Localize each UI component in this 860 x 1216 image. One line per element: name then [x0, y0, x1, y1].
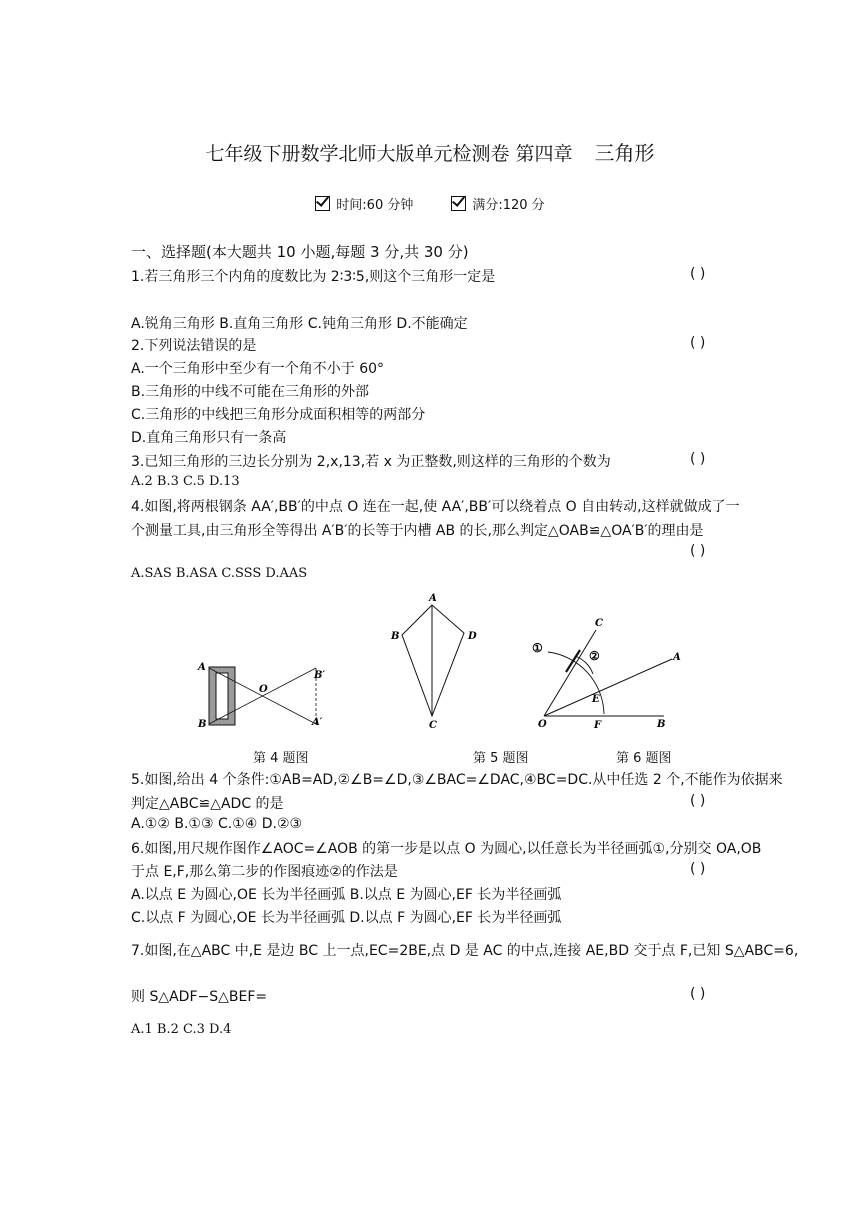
- figure-4: [197, 662, 325, 730]
- figure-5: [402, 605, 464, 716]
- answer-blank: ( ): [690, 861, 706, 877]
- q1-options: A.锐角三角形 B.直角三角形 C.钝角三角形 D.不能确定: [131, 316, 468, 332]
- exam-meta: [0, 194, 860, 213]
- q2-stem: 2.下列说法错误的是: [131, 338, 257, 354]
- checkbox-icon: [451, 196, 466, 211]
- figure-6-caption: 第 6 题图: [616, 751, 672, 766]
- fig4-label-A: A: [198, 662, 206, 673]
- fig6-label-B: B: [657, 719, 666, 730]
- fig5-label-D: D: [468, 631, 477, 642]
- q2-option-b: B.三角形的中线不可能在三角形的外部: [131, 384, 370, 400]
- q6-options-cd: C.以点 F 为圆心,OE 长为半径画弧 D.以点 F 为圆心,EF 长为半径画弧: [131, 910, 562, 926]
- checkbox-icon: [315, 196, 330, 211]
- fig6-label-A: A: [673, 652, 681, 663]
- answer-blank: ( ): [690, 986, 706, 1002]
- time-limit: 时间:60 分钟: [336, 198, 414, 213]
- q5-options: A.①② B.①③ C.①④ D.②③: [131, 816, 303, 832]
- fig6-arc2-label: ②: [589, 649, 600, 663]
- fig6-label-E: E: [592, 694, 600, 705]
- q3-stem: 3.已知三角形的三边长分别为 2,x,13,若 x 为正整数,则这样的三角形的个数为: [131, 454, 611, 470]
- answer-blank: ( ): [690, 335, 706, 351]
- q4-line2: 个测量工具,由三角形全等得出 A′B′的长等于内槽 AB 的长,那么判定△OAB≌△OA′B′的理由是: [131, 523, 704, 539]
- q4-line1: 4.如图,将两根钢条 AA′,BB′的中点 O 连在一起,使 AA′,BB′可以绕着点 O 自由转动,这样就做成了一: [131, 499, 740, 515]
- figures: [0, 590, 860, 740]
- q1-stem: 1.若三角形三个内角的度数比为 2∶3∶5,则这个三角形一定是: [131, 269, 496, 285]
- fig4-label-B-prime: B′: [314, 670, 326, 681]
- answer-blank: ( ): [690, 793, 706, 809]
- figure-6: [544, 630, 672, 716]
- page-title: [0, 137, 860, 166]
- fig4-label-B: B: [198, 719, 207, 730]
- fig5-label-B: B: [391, 631, 400, 642]
- fig6-label-F: F: [594, 720, 602, 731]
- q7-line1: 7.如图,在△ABC 中,E 是边 BC 上一点,EC=2BE,点 D 是 AC 的中点,连接 AE,BD 交于点 F,已知 S△ABC=6,: [131, 943, 799, 959]
- q6-line1: 6.如图,用尺规作图作∠AOC=∠AOB 的第一步是以点 O 为圆心,以任意长为半径画弧①,分别交 OA,OB: [131, 841, 762, 857]
- q5-line2: 判定△ABC≌△ADC 的是: [131, 796, 284, 812]
- fig4-label-A-prime: A′: [312, 717, 323, 728]
- section-heading: 一、选择题(本大题共 10 小题,每题 3 分,共 30 分): [131, 243, 469, 261]
- q3-options: A.2 B.3 C.5 D.13: [131, 474, 240, 489]
- q4-options: A.SAS B.ASA C.SSS D.AAS: [131, 566, 308, 581]
- answer-blank: ( ): [690, 543, 706, 559]
- q5-line1: 5.如图,给出 4 个条件:①AB=AD,②∠B=∠D,③∠BAC=∠DAC,④BC=DC.从中任选 2 个,不能作为依据来: [131, 772, 783, 788]
- answer-blank: ( ): [690, 451, 706, 467]
- fig4-label-O: O: [259, 684, 268, 695]
- fig5-label-A: A: [429, 593, 437, 604]
- q2-option-c: C.三角形的中线把三角形分成面积相等的两部分: [131, 407, 426, 423]
- q7-line2: 则 S△ADF−S△BEF=: [131, 989, 268, 1005]
- q2-option-a: A.一个三角形中至少有一个角不小于 60°: [131, 361, 385, 377]
- figure-5-caption: 第 5 题图: [473, 751, 529, 766]
- q6-line2: 于点 E,F,那么第二步的作图痕迹②的作法是: [131, 864, 398, 880]
- full-score: 满分:120 分: [472, 198, 545, 213]
- figure-4-caption: 第 4 题图: [253, 751, 309, 766]
- title-main: 七年级下册数学北师大版单元检测卷 第四章: [205, 143, 573, 165]
- title-chapter: 三角形: [594, 141, 655, 165]
- fig5-label-C: C: [429, 720, 437, 731]
- q6-options-ab: A.以点 E 为圆心,OE 长为半径画弧 B.以点 E 为圆心,EF 长为半径画弧: [131, 887, 562, 903]
- fig6-arc1-label: ①: [532, 641, 543, 655]
- fig6-label-C: C: [595, 618, 603, 629]
- q2-option-d: D.直角三角形只有一条高: [131, 430, 287, 446]
- answer-blank: ( ): [690, 266, 706, 282]
- fig6-label-O: O: [538, 719, 547, 730]
- q7-options: A.1 B.2 C.3 D.4: [131, 1022, 232, 1037]
